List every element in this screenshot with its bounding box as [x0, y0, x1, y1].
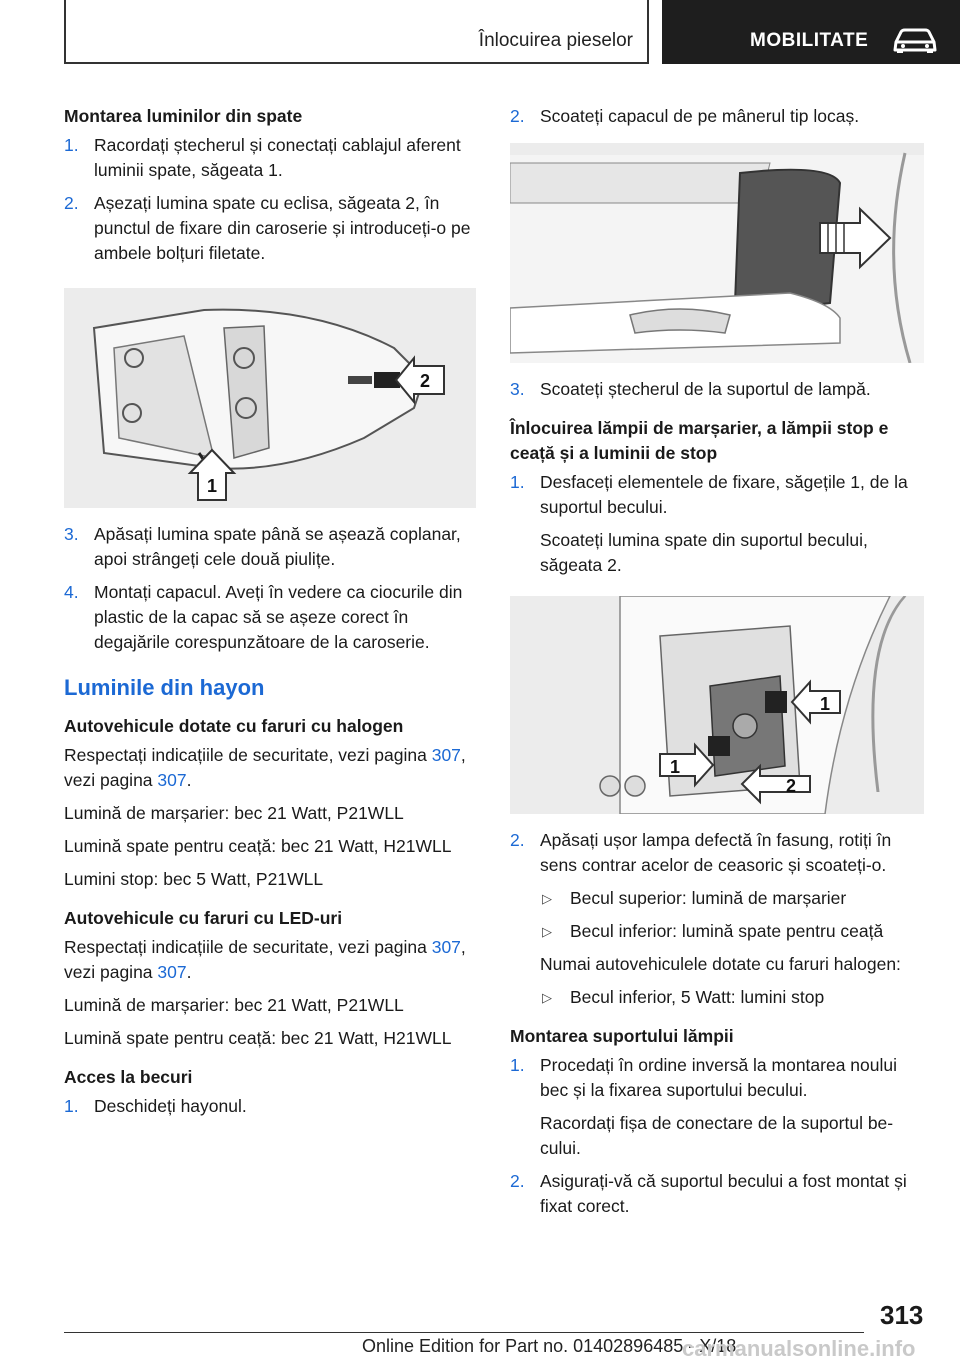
heading-rear-lights-mounting: Montarea luminilor din spate	[64, 106, 303, 126]
rear-light-illustration	[64, 288, 476, 508]
step-number: 4.	[64, 582, 79, 602]
list-item	[510, 828, 926, 878]
bullet-text: Becul inferior: lumină spate pentru ceață	[570, 921, 884, 941]
bullet-text: Becul superior: lumină de marșarier	[570, 888, 847, 908]
page-link[interactable]: 307	[431, 745, 461, 765]
safety-text: .	[186, 962, 192, 982]
list-item	[510, 377, 926, 402]
step-number: 2.	[64, 193, 79, 213]
heading-led: Autovehicule cu faruri cu LED-uri	[64, 908, 343, 928]
list-item	[64, 1094, 478, 1119]
page-number: 313	[880, 1300, 924, 1330]
step-text: Așezați lumina spate cu eclisa, săgeata 2, în punctul de fixare din caroserie și introduceți-o pe ambele bolțuri filetate.	[94, 193, 471, 263]
safety-text: Respectați indicațiile de securitate, vezi pagina	[64, 745, 432, 765]
car-icon	[892, 28, 938, 54]
safety-text: .	[186, 770, 192, 790]
step-number: 2.	[510, 830, 525, 850]
figure-label-1: 1	[820, 694, 831, 714]
step-text: Apăsați lumina spate până se așează coplanar, apoi strângeți cele două piulițe.	[94, 524, 461, 569]
page-link[interactable]: 307	[431, 937, 461, 957]
list-item	[64, 191, 478, 266]
bulb-spec: Lumină spate pentru ceață: bec 21 Watt, H21WLL	[64, 1028, 452, 1048]
bullet-item	[510, 985, 926, 1010]
page-link[interactable]: 307	[157, 962, 187, 982]
heading-bulb-replacement: Înlocuirea lămpii de marșarier, a lămpii stop e ceață și a luminii de stop	[510, 418, 889, 463]
heading-bulb-access: Acces la becuri	[64, 1067, 193, 1087]
handle-cover-illustration	[510, 143, 924, 363]
triangle-bullet-icon: ▷	[542, 891, 552, 906]
list-item	[64, 133, 478, 183]
header-chapter-box	[662, 0, 960, 64]
step-text: Scoateți capacul de pe mânerul tip locaș.	[540, 106, 860, 126]
footer-divider	[64, 1332, 864, 1333]
list-item	[510, 1053, 926, 1103]
safety-text: , vezi pagina	[64, 745, 466, 790]
header-section-title: Înlocuirea pieselor	[478, 30, 633, 51]
footer-edition: Online Edition for Part no. 01402896485 - X/18	[362, 1336, 737, 1356]
step-number: 3.	[510, 379, 525, 399]
step-number: 1.	[64, 135, 79, 155]
step-extra-text: Racordați fișa de conectare de la suportul becului.	[540, 1113, 894, 1158]
step-number: 2.	[510, 106, 525, 126]
bullet-item	[510, 886, 926, 911]
bullet-text: Becul inferior, 5 Watt: lumini stop	[570, 987, 825, 1007]
bulb-spec: Lumină spate pentru ceață: bec 21 Watt, H21WLL	[64, 836, 452, 856]
list-item	[64, 522, 478, 572]
step-number: 2.	[510, 1171, 525, 1191]
step-number: 1.	[510, 472, 525, 492]
figure-label-2: 2	[786, 776, 797, 796]
rear-light-figure	[64, 288, 476, 508]
step-extra-text: Scoateți lumina spate din suportul becului, săgeata 2.	[540, 530, 868, 575]
step-number: 3.	[64, 524, 79, 544]
bulb-spec: Lumină de marșarier: bec 21 Watt, P21WLL	[64, 995, 404, 1015]
step-text: Montați capacul. Aveți în vedere ca ciocurile din plastic de la capac să se așeze corect în degajările corespunzătoare de la caroserie.	[94, 582, 463, 652]
figure-label-1: 1	[670, 757, 681, 777]
bulb-spec: Lumini stop: bec 5 Watt, P21WLL	[64, 869, 324, 889]
step-text: Procedați în ordine inversă la montarea noului bec și la fixarea suportului becului.	[540, 1055, 898, 1100]
safety-note	[64, 743, 478, 793]
header-chapter-title: MOBILITATE	[750, 30, 869, 51]
safety-note	[64, 935, 478, 985]
step-text: Scoateți ștecherul de la suportul de lampă.	[540, 379, 871, 399]
heading-holder-mounting: Montarea suportului lămpii	[510, 1026, 734, 1046]
step-text: Apăsați ușor lampa defectă în fasung, rotiți în sens contrar acelor de ceasoric și scoateți-o.	[540, 830, 892, 875]
list-item	[510, 1169, 926, 1219]
halogen-only-note: Numai autovehiculele dotate cu faruri halogen:	[540, 954, 901, 974]
step-text: Asigurați-vă că suportul becului a fost montat și fixat corect.	[540, 1171, 907, 1216]
step-text: Deschideți hayonul.	[94, 1096, 247, 1116]
bulb-holder-figure	[510, 596, 924, 814]
step-text: Desfaceți elementele de fixare, săgețile 1, de la suportul becului.	[540, 472, 908, 517]
safety-text: , vezi pagina	[64, 937, 466, 982]
figure-label-2: 2	[420, 371, 431, 391]
list-item	[510, 104, 926, 129]
safety-text: Respectați indicațiile de securitate, vezi pagina	[64, 937, 432, 957]
bullet-item	[510, 919, 926, 944]
triangle-bullet-icon: ▷	[542, 990, 552, 1005]
list-item	[64, 580, 478, 655]
step-text: Racordați ștecherul și conectați cablajul aferent luminii spate, săgeata 1.	[94, 135, 461, 180]
bulb-holder-illustration	[510, 596, 924, 814]
handle-cover-figure	[510, 143, 924, 363]
left-column	[64, 104, 478, 1127]
step-number: 1.	[64, 1096, 79, 1116]
section-title-tailgate-lights: Luminile din hayon	[64, 675, 265, 700]
heading-halogen: Autovehicule dotate cu faruri cu halogen	[64, 716, 404, 736]
figure-label-1: 1	[207, 476, 218, 496]
watermark: carmanualsonline.info	[682, 1336, 916, 1361]
step-number: 1.	[510, 1055, 525, 1075]
bulb-spec: Lumină de marșarier: bec 21 Watt, P21WLL	[64, 803, 404, 823]
page-link[interactable]: 307	[157, 770, 187, 790]
list-item	[510, 470, 926, 520]
triangle-bullet-icon: ▷	[542, 924, 552, 939]
header-section-box	[64, 0, 649, 64]
right-column	[510, 104, 926, 1227]
